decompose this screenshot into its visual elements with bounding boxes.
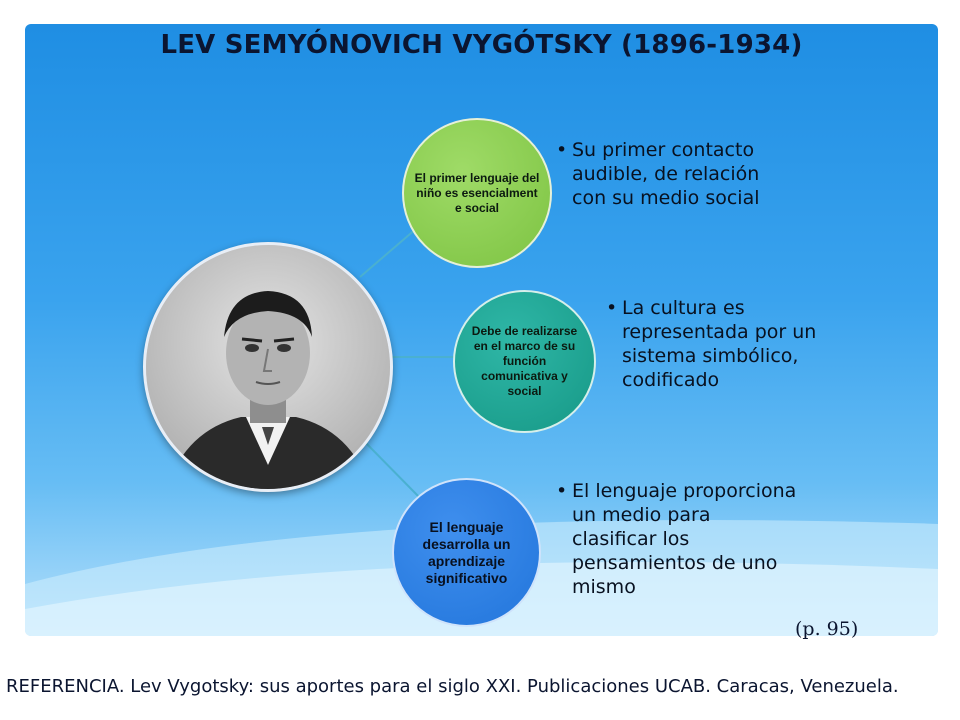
vygotsky-portrait <box>143 242 393 492</box>
bibliographic-reference: REFERENCIA. Lev Vygotsky: sus aportes para el siglo XXI. Publicaciones UCAB. Caracas, Venezuela. <box>6 676 899 697</box>
bullet-first-contact-text: Su primer contacto audible, de relación con su medio social <box>572 139 760 209</box>
node-meaningful-learning <box>392 478 541 627</box>
node-first-language-label: El primer lenguaje del niño es esencialment e social <box>414 170 540 215</box>
bullet-classify-thoughts <box>556 479 797 599</box>
portrait-image <box>146 245 390 489</box>
bullet-dot-icon: • <box>606 297 618 319</box>
bullet-culture-text: La cultura es representada por un sistema simbólico, codificado <box>622 297 817 391</box>
slide-title: LEV SEMYÓNOVICH VYGÓTSKY (1896-1934) <box>160 30 803 60</box>
page-reference: (p. 95) <box>795 618 859 640</box>
bullet-culture <box>606 296 837 392</box>
bullet-dot-icon: • <box>556 480 568 502</box>
node-communicative-function <box>453 290 596 433</box>
slide-panel <box>25 24 938 636</box>
bullet-first-contact <box>556 138 782 210</box>
bullet-classify-thoughts-text: El lenguaje proporciona un medio para clasificar los pensamientos de uno mismo <box>572 480 797 598</box>
node-first-language <box>402 118 552 268</box>
bullet-dot-icon: • <box>556 139 568 161</box>
node-communicative-function-label: Debe de realizarse en el marco de su función comunicativa y social <box>471 324 578 398</box>
node-meaningful-learning-label: El lenguaje desarrolla un aprendizaje significativo <box>422 518 511 586</box>
